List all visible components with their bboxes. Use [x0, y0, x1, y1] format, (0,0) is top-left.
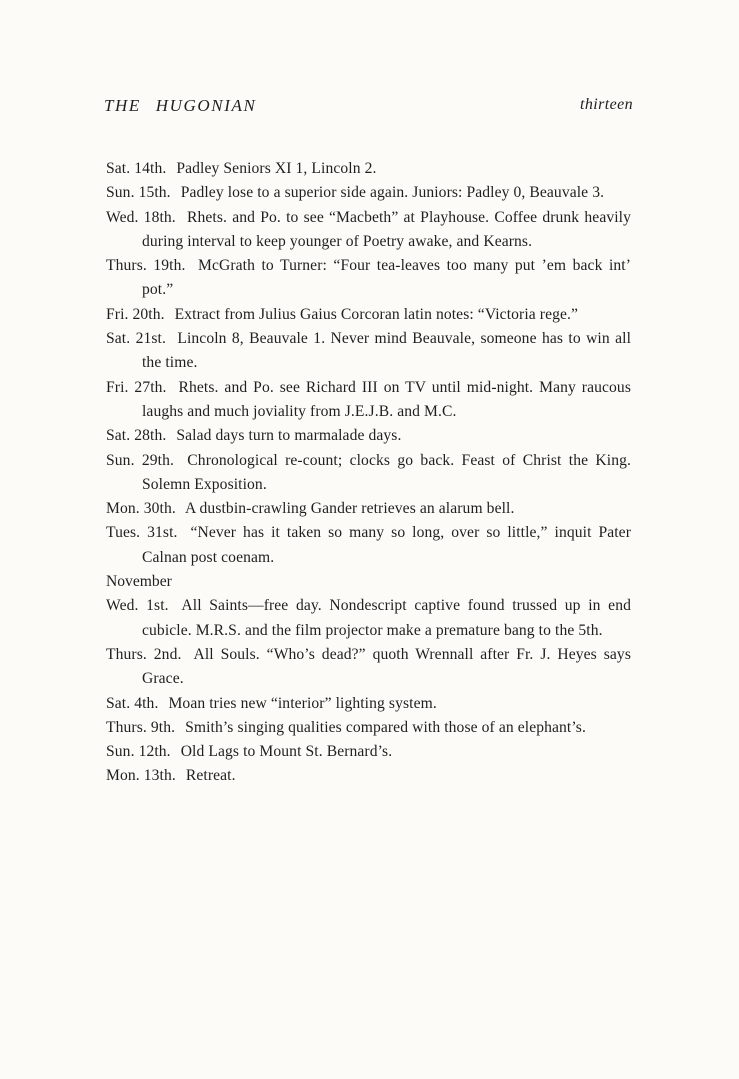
entry-date: Tues. 31st. — [106, 524, 178, 542]
entry-text: Moan tries new “interior” lighting system. — [168, 694, 437, 712]
entry-date: Fri. 27th. — [106, 378, 167, 396]
entry-text: All Souls. “Who’s dead?” quoth Wrennall after Fr. J. Heyes says Grace. — [142, 645, 631, 688]
entry-text: Lincoln 8, Beauvale 1. Never mind Beauvale, someone has to win all the time. — [142, 330, 632, 372]
entry-date: Thurs. 9th. — [106, 718, 176, 736]
diary-entry — [106, 740, 631, 764]
diary-entry — [106, 424, 631, 448]
entry-date: Fri. 20th. — [106, 305, 165, 323]
entry-text: All Saints—free day. Nondescript captive found trussed up in end cubicle. M.R.S. and the film projector make a premature bang to the 5th. — [142, 597, 631, 639]
diary-entry — [106, 449, 631, 498]
entry-text: A dustbin-crawling Gander retrieves an alarum bell. — [185, 500, 515, 518]
entry-date: Wed. 18th. — [106, 208, 176, 226]
diary-entry — [106, 594, 631, 643]
entry-date: Sat. 4th. — [106, 694, 159, 712]
diary-entry — [106, 206, 631, 255]
diary-entry — [106, 497, 631, 521]
entry-text: Salad days turn to marmalade days. — [176, 427, 402, 445]
entry-date: Thurs. 19th. — [106, 257, 186, 275]
entry-date: Thurs. 2nd. — [106, 645, 182, 663]
entry-date: Sun. 15th. — [106, 184, 171, 202]
entry-date: Sat. 14th. — [106, 160, 167, 177]
publication-title: THE HUGONIAN — [104, 96, 257, 115]
diary-entry — [106, 643, 631, 692]
entry-text: “Never has it taken so many so long, over so little,” inquit Pater Calnan post coenam. — [142, 524, 631, 566]
diary-entry — [106, 327, 631, 376]
entry-date: Mon. 13th. — [106, 767, 176, 785]
diary-entry — [106, 716, 631, 740]
entry-date: Sat. 28th. — [106, 427, 167, 445]
diary-entry — [106, 254, 631, 303]
diary-entry — [106, 303, 631, 327]
entry-date: Sun. 12th. — [106, 743, 171, 761]
entry-date: Sat. 21st. — [106, 330, 166, 348]
entry-text: Chronological re-count; clocks go back. Feast of Christ the King. Solemn Exposition. — [142, 451, 632, 493]
diary-entry — [106, 157, 631, 181]
entry-date: Mon. 30th. — [106, 500, 176, 518]
diary-entry — [106, 764, 631, 788]
entry-text: Padley Seniors XI 1, Lincoln 2. — [176, 160, 377, 177]
entry-date: Wed. 1st. — [106, 597, 169, 615]
entry-text: Old Lags to Mount St. Bernard’s. — [180, 743, 393, 761]
diary-entry — [106, 181, 631, 205]
entry-date: Sun. 29th. — [106, 451, 174, 469]
entry-text: Retreat. — [185, 767, 236, 785]
running-header — [104, 96, 633, 120]
entry-text: McGrath to Turner: “Four tea-leaves too many put ’em back int’ pot.” — [142, 257, 632, 299]
diary-entry — [106, 692, 631, 716]
entry-text: Extract from Julius Gaius Corcoran latin notes: “Victoria rege.” — [174, 305, 579, 323]
entry-text: Rhets. and Po. to see “Macbeth” at Playhouse. Coffee drunk heavily during interval to keep younger of Poetry awake, and Kearns. — [142, 208, 631, 250]
diary-entry — [106, 521, 631, 570]
entry-text: Smith’s singing qualities compared with those of an elephant’s. — [185, 718, 586, 736]
entry-text: Rhets. and Po. see Richard III on TV until mid-night. Many raucous laughs and much joviality from J.E.J.B. and M.C. — [142, 378, 632, 420]
diary-entry — [106, 376, 631, 425]
page-number-word: thirteen — [580, 96, 633, 113]
month-heading: November — [106, 573, 172, 591]
entry-text: Padley lose to a superior side again. Juniors: Padley 0, Beauvale 3. — [180, 184, 605, 202]
diary-entries — [106, 157, 631, 789]
